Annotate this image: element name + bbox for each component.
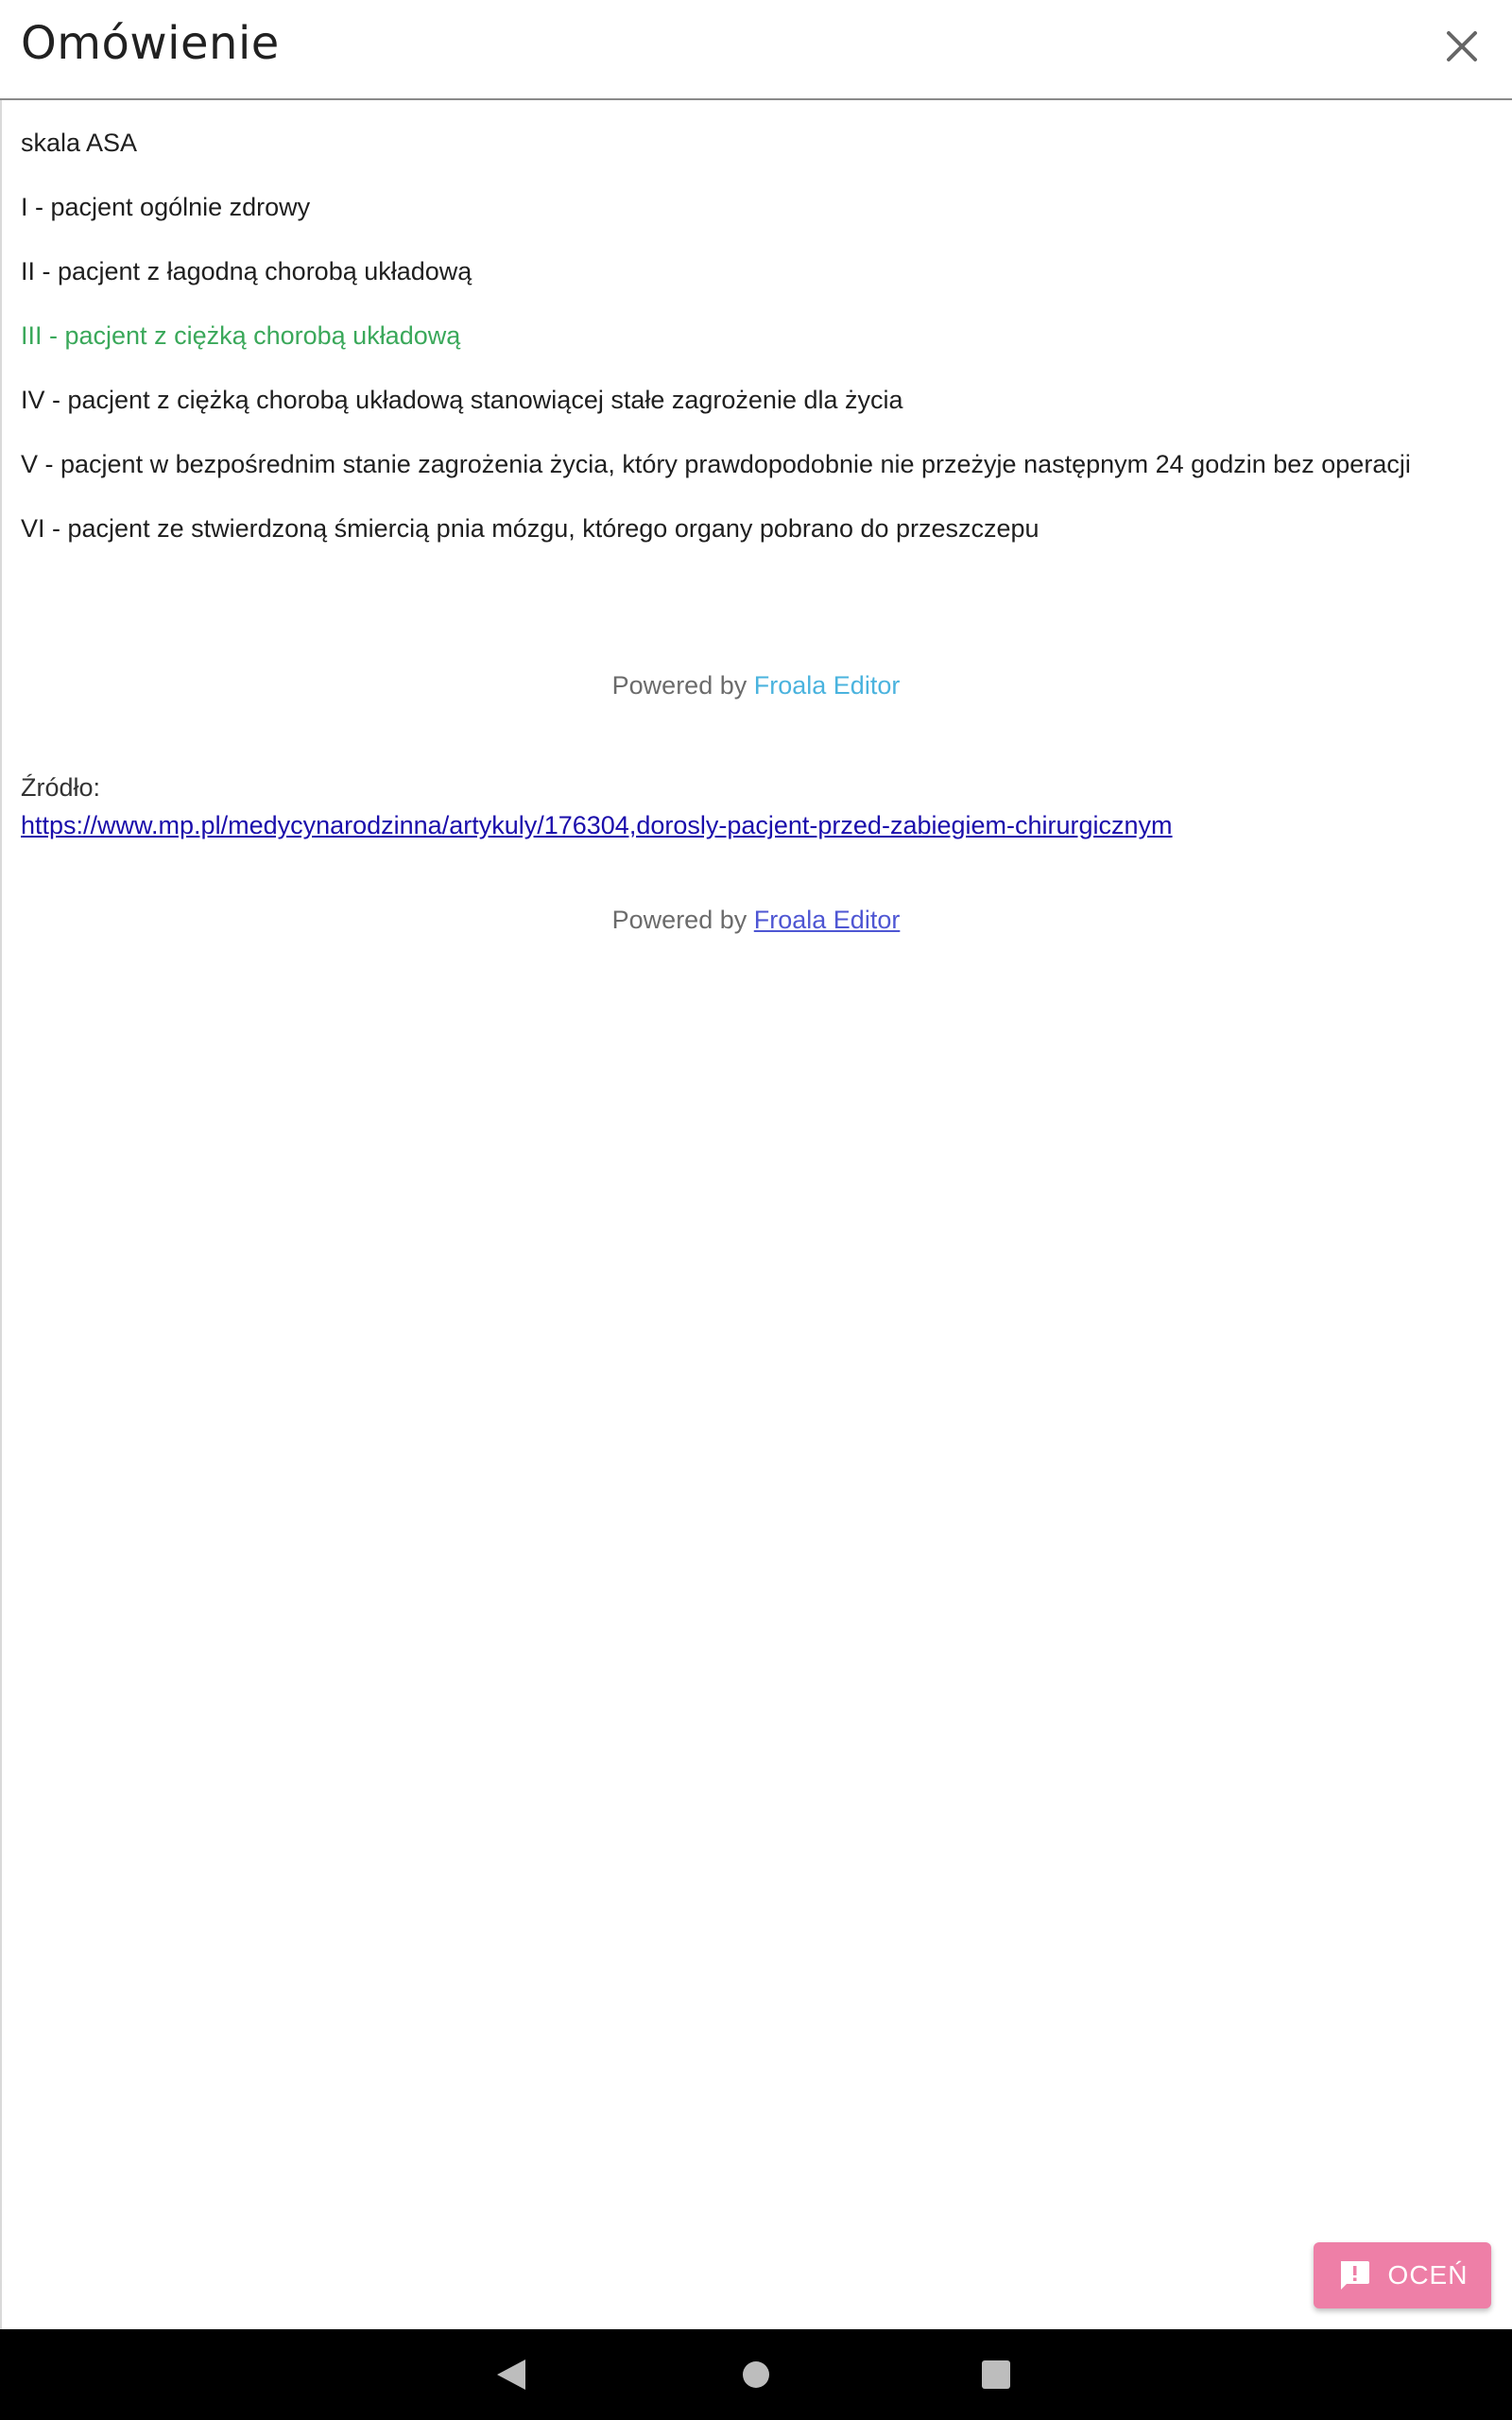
asa-class-3-highlighted: III - pacjent z ciężką chorobą układową xyxy=(21,321,461,350)
back-button[interactable] xyxy=(490,2352,535,2397)
rate-button[interactable] xyxy=(1314,2242,1491,2308)
powered-by-prefix: Powered by xyxy=(611,671,747,700)
powered-by-notice-1 xyxy=(0,671,1512,700)
rate-button-label: OCEŃ xyxy=(1387,2260,1469,2290)
asa-class-1: I - pacjent ogólnie zdrowy xyxy=(21,193,311,221)
home-button[interactable] xyxy=(733,2352,779,2397)
left-edge-divider xyxy=(0,0,2,2329)
content-body xyxy=(21,121,1495,571)
source-label: Źródło: xyxy=(21,773,101,802)
close-icon xyxy=(1440,25,1484,68)
feedback-icon xyxy=(1337,2258,1371,2292)
page-title: Omówienie xyxy=(21,17,280,70)
asa-class-4: IV - pacjent z ciężką chorobą układową stanowiącej stałe zagrożenie dla życia xyxy=(21,386,903,414)
asa-heading: skala ASA xyxy=(21,129,138,157)
home-circle-icon xyxy=(733,2352,779,2397)
powered-by-prefix: Powered by xyxy=(611,906,747,934)
recents-square-icon xyxy=(973,2352,1019,2397)
back-triangle-icon xyxy=(490,2352,535,2397)
close-button[interactable] xyxy=(1440,25,1484,68)
asa-class-2: II - pacjent z łagodną chorobą układową xyxy=(21,257,472,285)
asa-class-5: V - pacjent w bezpośrednim stanie zagrożenia życia, który prawdopodobnie nie przeżyje następnym 24 godzin bez operacji xyxy=(21,450,1411,478)
dialog-header xyxy=(0,0,1512,100)
powered-by-notice-2 xyxy=(0,906,1512,935)
froala-editor-link[interactable]: Froala Editor xyxy=(753,671,901,700)
system-navigation-bar xyxy=(0,2329,1512,2420)
asa-class-6: VI - pacjent ze stwierdzoną śmiercią pnia mózgu, którego organy pobrano do przeszczepu xyxy=(21,514,1040,543)
froala-editor-link[interactable]: Froala Editor xyxy=(753,906,901,934)
source-url-link[interactable]: https://www.mp.pl/medycynarodzinna/artykuly/176304,dorosly-pacjent-przed-zabiegiem-chirurgicznym xyxy=(21,811,1173,839)
recents-button[interactable] xyxy=(973,2352,1019,2397)
